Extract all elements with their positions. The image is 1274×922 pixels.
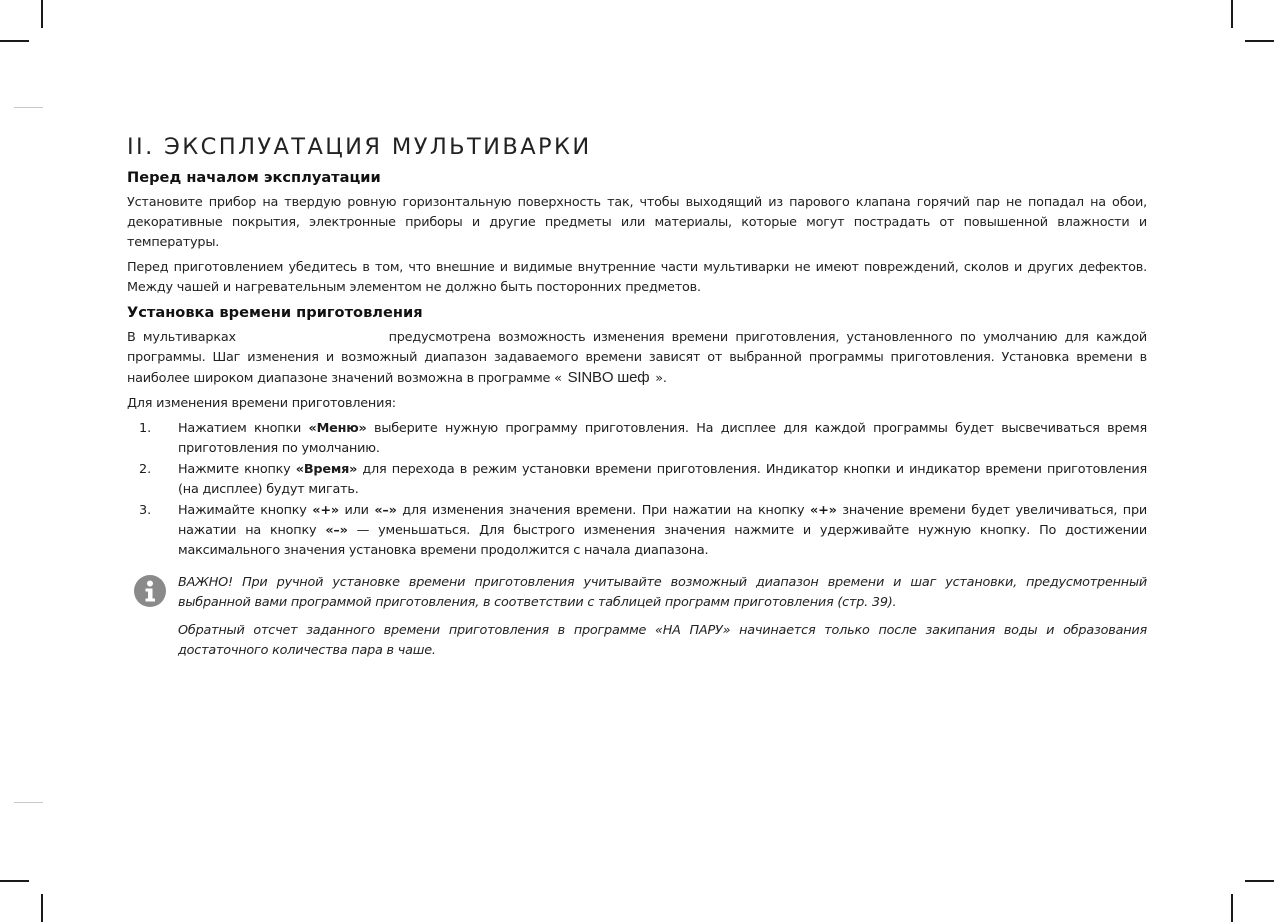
- model-placeholder-gap: [243, 333, 381, 343]
- step-text: Нажатием кнопки «Меню» выберите нужную программу приготовления. На дисплее для каждой программы будет высвечиваться время приготовления по умолчанию.: [178, 421, 1147, 456]
- paragraph-placement: Установите прибор на твердую ровную горизонтальную поверхность так, чтобы выходящий из парового клапана горячий пар не попадал на обои, декоративные покрытия, электронные приборы и другие предметы или материалы, которые могут пострадать от повышенной влажности и температуры.: [127, 195, 1147, 250]
- plus-button-label: «+»: [810, 503, 837, 518]
- time-button-label: «Время»: [295, 462, 358, 477]
- note-important: ВАЖНО! При ручной установке времени приготовления учитывайте возможный диапазон времени и шаг установки, предусмотренный выбранной вами программой приготовления, в соответствии с таблицей программ приготовления (стр. 39).: [178, 575, 1147, 610]
- fold-mark-top: [14, 107, 43, 108]
- crop-mark-tl-v: [41, 0, 43, 28]
- crop-mark-bl-h: [0, 880, 29, 882]
- text-intro-end: ».: [655, 371, 667, 386]
- step-text: Нажимайте кнопку «+» или «–» для изменения значения времени. При нажатии на кнопку «+» значение времени будет увеличиваться, при нажатии на кнопку «–» — уменьшаться. Для быстрого изменения значения нажмите и удерживайте нужную кнопку. По достижении максимального значения установка времени продолжится с начала диапазона.: [178, 503, 1148, 558]
- info-icon: [133, 574, 167, 608]
- page-content: [127, 132, 1147, 666]
- note-body: [178, 573, 1147, 666]
- section-title-cooking-time: Установка времени приготовления: [127, 304, 423, 321]
- fold-mark-bottom: [14, 802, 43, 803]
- steps-list: [127, 419, 1147, 561]
- list-item: [127, 460, 1147, 500]
- paragraph-time-intro: [127, 328, 1147, 389]
- crop-mark-tl-h: [0, 40, 29, 42]
- crop-mark-tr-h: [1245, 40, 1274, 42]
- list-item: [127, 419, 1147, 459]
- minus-button-label: «–»: [374, 503, 397, 518]
- section-title-before-use: Перед началом эксплуатации: [127, 169, 381, 186]
- paragraph-change-time: Для изменения времени приготовления:: [127, 396, 396, 411]
- menu-button-label: «Меню»: [308, 421, 367, 436]
- paragraph-inspection: Перед приготовлением убедитесь в том, что внешние и видимые внутренние части мультиварки не имеют повреждений, сколов и других дефектов. Между чашей и нагревательным элементом не должно быть посторонних предметов.: [127, 260, 1147, 295]
- text-intro-start: В мультиварках: [127, 330, 236, 345]
- crop-mark-tr-v: [1231, 0, 1233, 28]
- step-text: Нажмите кнопку «Время» для перехода в режим установки времени приготовления. Индикатор кнопки и индикатор времени приготовления (на дисплее) будут мигать.: [178, 462, 1147, 497]
- step-number: 1.: [139, 421, 152, 436]
- program-name: SINBO шеф: [567, 369, 650, 386]
- text-intro-middle: предусмотрена возможность изменения времени приготовления, установленного по умолчанию для каждой программы. Шаг изменения и возможный диапазон задаваемого времени зависят от выбранной программы приготовления. Установка времени в наиболее широком диапазоне значений возможна в программе «: [127, 330, 1147, 386]
- list-item: [127, 501, 1147, 561]
- note-steam-countdown: Обратный отсчет заданного времени приготовления в программе «НА ПАРУ» начинается только после закипания воды и образования достаточного количества пара в чаше.: [178, 623, 1147, 658]
- crop-mark-bl-v: [41, 894, 43, 922]
- note-icon-column: [127, 573, 178, 666]
- chapter-heading: II. ЭКСПЛУАТАЦИЯ МУЛЬТИВАРКИ: [127, 134, 592, 160]
- step-number: 2.: [139, 462, 152, 477]
- minus-button-label: «–»: [325, 523, 348, 538]
- crop-mark-br-h: [1245, 880, 1274, 882]
- plus-button-label: «+»: [312, 503, 339, 518]
- important-note: [127, 573, 1147, 666]
- step-number: 3.: [139, 503, 152, 518]
- crop-mark-br-v: [1231, 894, 1233, 922]
